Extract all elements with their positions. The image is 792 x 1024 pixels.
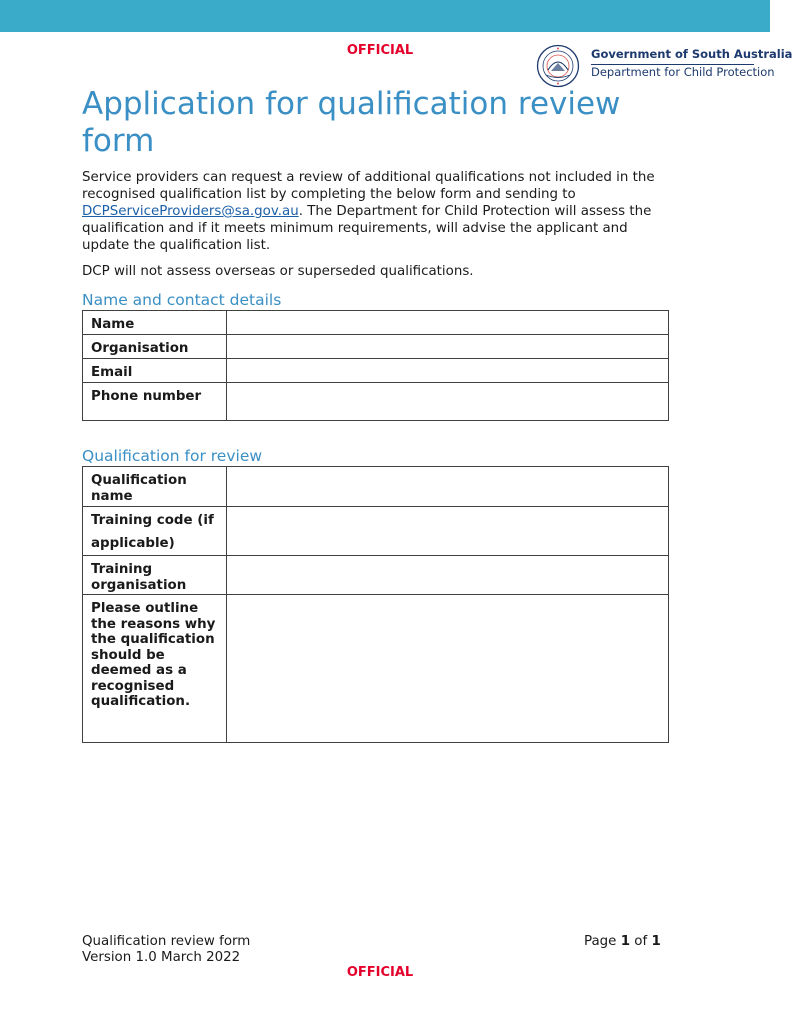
qualification-section-heading: Qualification for review	[82, 447, 263, 465]
page-current: 1	[620, 934, 631, 949]
table-row	[83, 311, 669, 335]
name-field[interactable]	[227, 311, 669, 335]
contact-details-table	[82, 310, 669, 421]
page-title: Application for qualification review form	[82, 86, 621, 159]
south-australia-seal-icon	[536, 44, 580, 88]
intro-text-after-link: . The Department for Child Protection will assess the qualification and if it meets minimum requirements, will advise the applicant and update the qualification list.	[82, 204, 652, 253]
top-banner-bar	[0, 0, 770, 32]
email-field[interactable]	[227, 359, 669, 383]
field-label-organisation: Organisation	[83, 335, 227, 359]
qualification-name-field[interactable]	[227, 467, 669, 507]
page-prefix: Page	[584, 934, 621, 949]
intro-paragraph	[82, 169, 672, 254]
field-label-training-code: Training code (if applicable)	[83, 507, 227, 556]
footer-version: Version 1.0 March 2022	[82, 949, 241, 965]
overseas-note: DCP will not assess overseas or superseded qualifications.	[82, 264, 474, 279]
classification-marking-top: OFFICIAL	[346, 43, 414, 58]
field-label-email: Email	[83, 359, 227, 383]
page-total: 1	[651, 934, 661, 949]
contact-section-heading: Name and contact details	[82, 291, 282, 309]
reasons-field[interactable]	[227, 595, 669, 743]
field-label-phone: Phone number	[83, 383, 227, 421]
training-code-field[interactable]	[227, 507, 669, 556]
table-row	[83, 595, 669, 743]
training-organisation-field[interactable]	[227, 556, 669, 595]
field-label-training-organisation: Training organisation	[83, 556, 227, 595]
classification-marking-bottom: OFFICIAL	[346, 965, 414, 980]
page-of: of	[630, 934, 652, 949]
government-name: Government of South Australia	[591, 47, 792, 61]
field-label-reasons: Please outline the reasons why the qualification should be deemed as a recognised qualification.	[83, 595, 227, 743]
intro-text-before-link: Service providers can request a review of additional qualifications not included in the recognised qualification list by completing the below form and sending to	[82, 170, 655, 202]
table-row	[83, 556, 669, 595]
table-row	[83, 359, 669, 383]
field-label-qualification-name: Qualification name	[83, 467, 227, 507]
department-name: Department for Child Protection	[591, 65, 775, 79]
table-row	[83, 507, 669, 556]
page-number	[584, 934, 661, 950]
table-row	[83, 467, 669, 507]
email-link[interactable]: DCPServiceProviders@sa.gov.au	[82, 204, 299, 219]
qualification-table	[82, 466, 669, 743]
table-row	[83, 383, 669, 421]
footer-doc-name: Qualification review form	[82, 934, 251, 949]
field-label-name: Name	[83, 311, 227, 335]
footer-document-info	[82, 934, 250, 965]
table-row	[83, 335, 669, 359]
organisation-field[interactable]	[227, 335, 669, 359]
phone-number-field[interactable]	[227, 383, 669, 421]
